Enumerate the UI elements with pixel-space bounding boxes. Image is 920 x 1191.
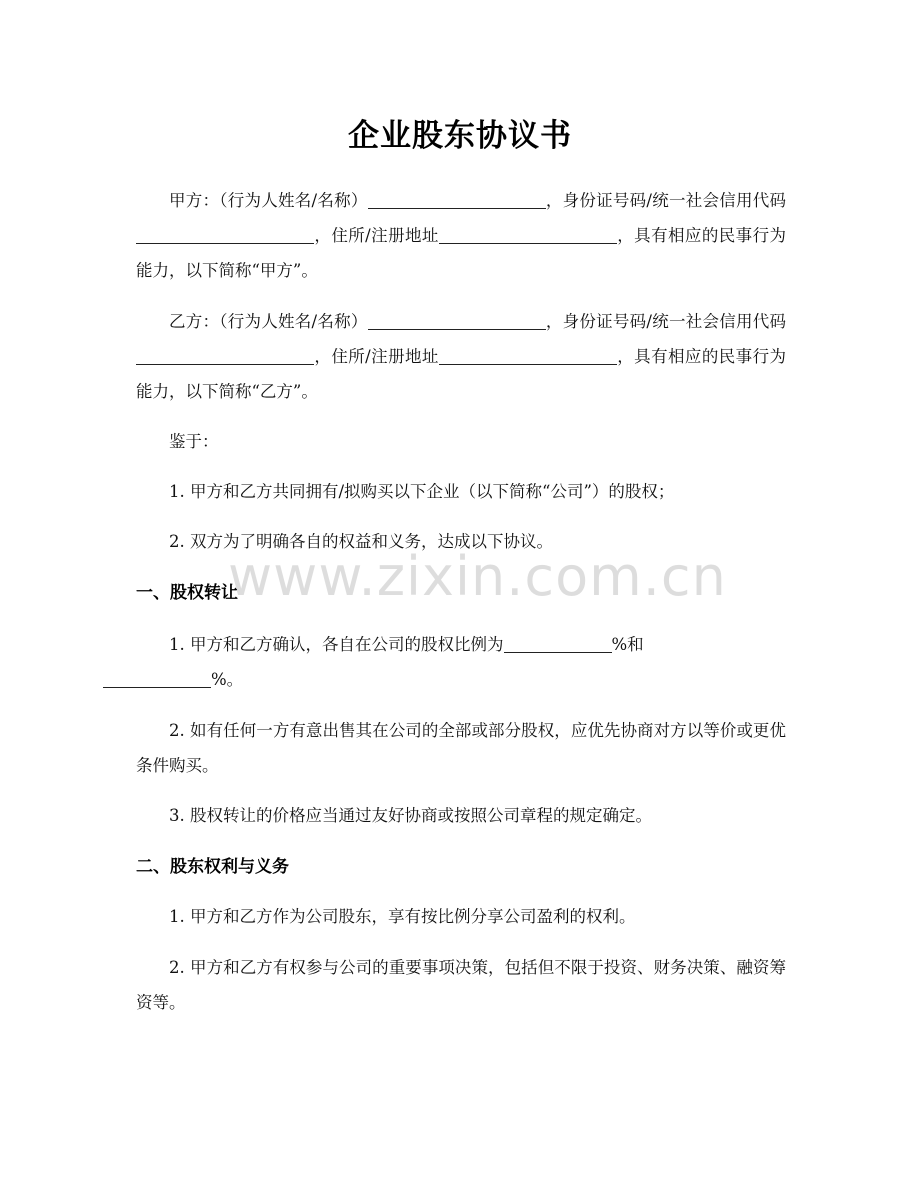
- section-1-item-1: [136, 627, 786, 697]
- party-b-id-blank: [136, 346, 314, 365]
- party-a-name-label: 甲方：（行为人姓名/名称）: [169, 191, 368, 210]
- section-1-heading: 一、股权转让: [136, 583, 238, 603]
- party-a-name-blank: [368, 190, 546, 209]
- party-b-ratio-blank: [103, 669, 211, 688]
- whereas-item-2: 2. 双方为了明确各自的权益和义务，达成以下协议。: [169, 532, 553, 551]
- party-a-paragraph: [136, 183, 786, 288]
- equity-ratio-text: 1. 甲方和乙方确认，各自在公司的股权比例为: [169, 635, 504, 654]
- whereas-item-1: 1. 甲方和乙方共同拥有/拟购买以下企业（以下简称“公司”）的股权；: [169, 482, 675, 501]
- document-title: 企业股东协议书: [348, 118, 572, 154]
- party-a-capacity-text: ，具有相应的民事行为能力，以下简称“甲方”。: [136, 226, 787, 280]
- party-a-ratio-blank: [504, 634, 612, 653]
- party-a-id-blank: [136, 225, 314, 244]
- whereas-label: 鉴于：: [169, 432, 219, 451]
- ratio-and-text: %和: [611, 635, 644, 654]
- party-b-address-label: ，住所/注册地址: [314, 347, 439, 366]
- section-1-item-2: 2. 如有任何一方有意出售其在公司的全部或部分股权，应优先协商对方以等价或更优条件购买。: [136, 721, 786, 775]
- party-b-id-label: ，身份证号码/统一社会信用代码: [545, 312, 787, 331]
- section-2-heading: 二、股东权利与义务: [136, 857, 289, 877]
- section-1-item-3: 3. 股权转让的价格应当通过友好协商或按照公司章程的规定确定。: [169, 806, 652, 825]
- party-b-name-blank: [368, 311, 546, 330]
- ratio-end-text: %。: [211, 670, 244, 689]
- party-a-id-label: ，身份证号码/统一社会信用代码: [545, 191, 787, 210]
- section-2-item-2: 2. 甲方和乙方有权参与公司的重要事项决策，包括但不限于投资、财务决策、融资筹资等。: [136, 958, 786, 1012]
- party-a-address-blank: [439, 225, 617, 244]
- party-b-name-label: 乙方：（行为人姓名/名称）: [169, 312, 368, 331]
- party-b-address-blank: [439, 346, 617, 365]
- watermark: www.zixin.com.cn: [228, 545, 727, 608]
- party-b-paragraph: [136, 304, 786, 409]
- party-b-capacity-text: ，具有相应的民事行为能力，以下简称“乙方”。: [136, 347, 787, 401]
- section-2-item-1: 1. 甲方和乙方作为公司股东，享有按比例分享公司盈利的权利。: [169, 907, 636, 926]
- party-a-address-label: ，住所/注册地址: [314, 226, 439, 245]
